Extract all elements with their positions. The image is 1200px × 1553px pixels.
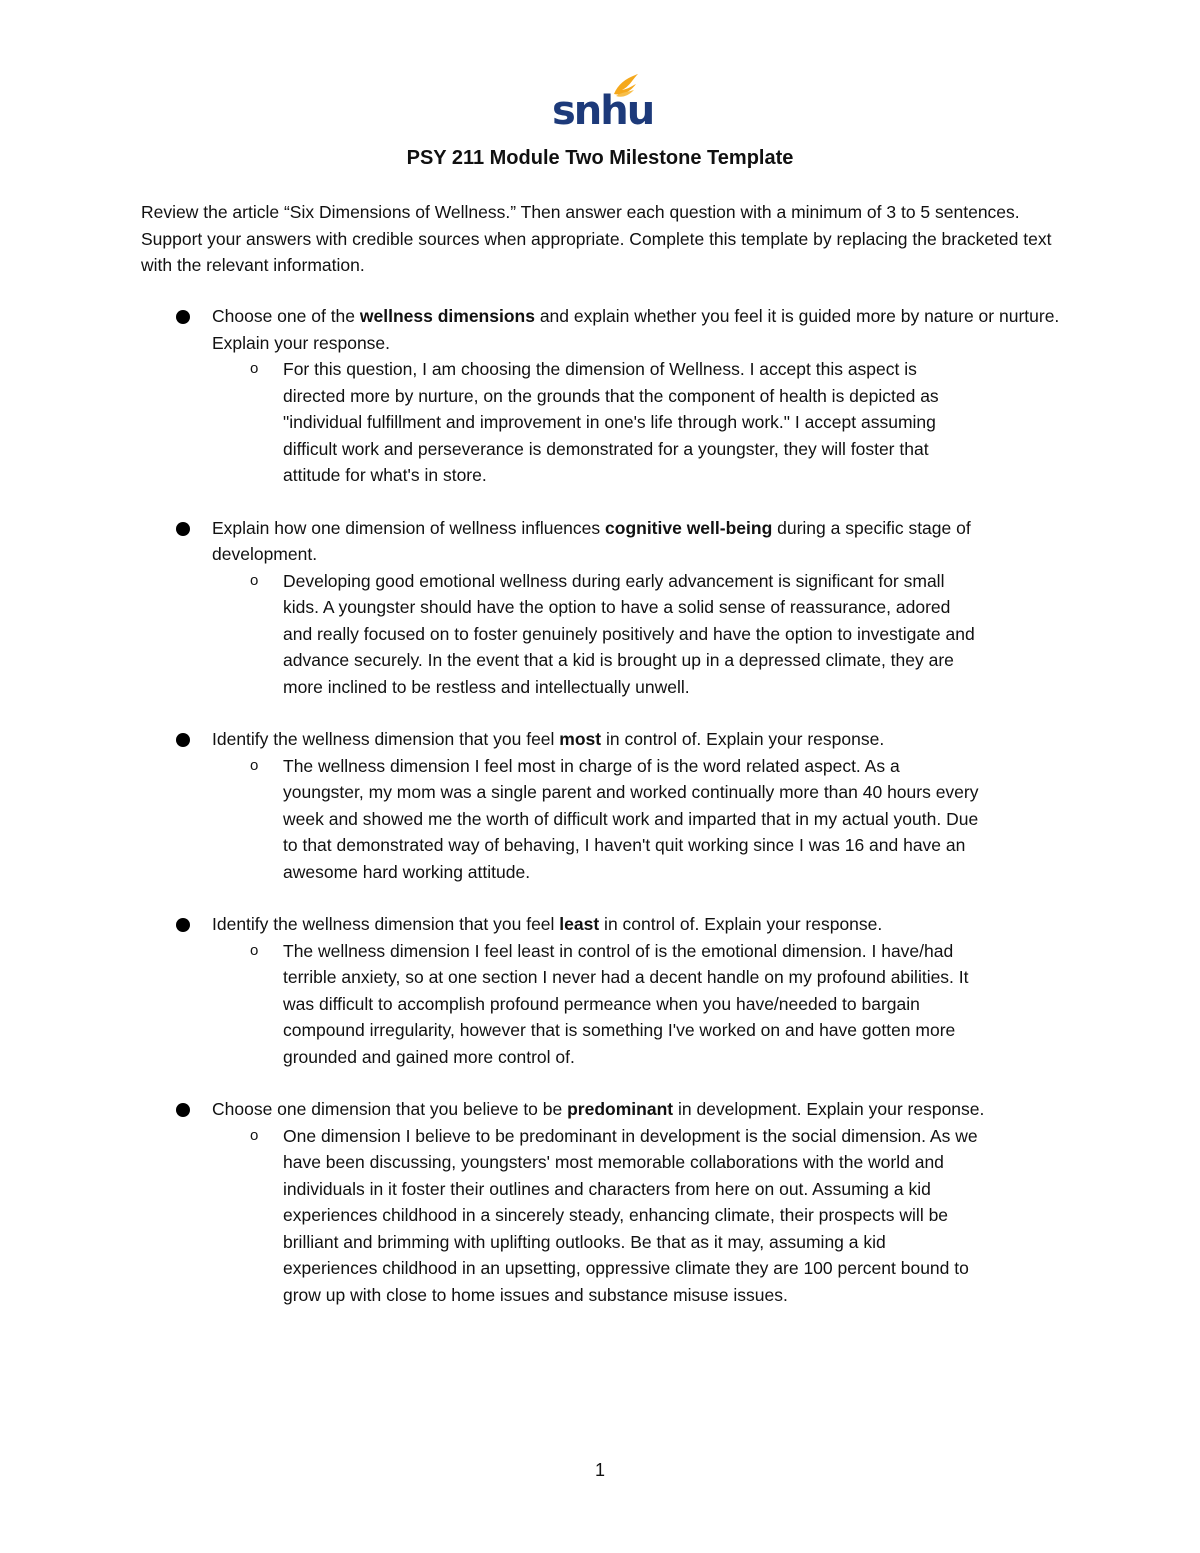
question-item (141, 303, 1066, 489)
bullet-icon (176, 310, 190, 324)
question-text: Choose one dimension that you believe to be predominant in development. Explain your response. (212, 1099, 985, 1119)
page-title: PSY 211 Module Two Milestone Template (406, 147, 794, 169)
answer-text: o The wellness dimension I feel least in control of is the emotional dimension. I have/had terrible anxiety, so at one section I never had a decent handle on my profound abilities. It was difficult to accomplish profound permeance when you have/needed to bargain compound irregularity, however that is something I've worked on and have gotten more grounded and gained more control of. (212, 938, 983, 1071)
question-item (141, 911, 1066, 1070)
answer-text: o One dimension I believe to be predominant in development is the social dimension. As we have been discussing, youngsters' most memorable collaborations with the world and individuals in it foster their outlines and characters from here on out. Assuming a kid experiences childhood in a sincerely steady, enhancing climate, their prospects will be brilliant and brimming with uplifting outlooks. Be that as it may, assuming a kid experiences childhood in an upsetting, oppressive climate they are 100 percent bound to grow up with close to home issues and substance misuse issues. (212, 1123, 983, 1309)
intro-paragraph: Review the article “Six Dimensions of Wellness.” Then answer each question with a minimum of 3 to 5 sentences. Support your answers with credible sources when appropriate. Complete this template by replacing the bracketed text with the relevant information. (141, 202, 1052, 275)
page-number: 1 (594, 1460, 605, 1480)
snhu-logo (552, 72, 654, 136)
sub-bullet-icon: o (250, 1126, 259, 1144)
sub-bullet-icon: o (250, 941, 259, 959)
question-item (141, 726, 1066, 885)
sub-bullet-icon: o (250, 756, 259, 774)
logo-wordmark: snhu (552, 88, 654, 134)
sub-bullet-icon: o (250, 360, 259, 377)
question-item (141, 1096, 1066, 1308)
sub-bullet-icon: o (250, 571, 259, 589)
bullet-icon (176, 522, 190, 536)
question-text: Identify the wellness dimension that you feel most in control of. Explain your response. (212, 729, 885, 749)
bullet-icon (176, 918, 190, 932)
answer-text: o The wellness dimension I feel most in charge of is the word related aspect. As a youngster, my mom was a single parent and worked continually more than 40 hours every week and showed me the worth of difficult work and imparted that in my actual youth. Due to that demonstrated way of behaving, I haven't quit working since I was 16 and have an awesome hard working attitude. (212, 753, 983, 886)
answer-text: o For this question, I am choosing the dimension of Wellness. I accept this aspect is directed more by nurture, on the grounds that the component of health is depicted as "individual fulfillment and improvement in one's life through work." I accept assuming difficult work and perseverance is demonstrated for a youngster, they will foster that attitude for what's in store. (212, 356, 983, 489)
bullet-icon (176, 733, 190, 747)
question-text: Identify the wellness dimension that you feel least in control of. Explain your response. (212, 914, 883, 934)
question-text: Explain how one dimension of wellness influences cognitive well-being during a specific stage of development. (212, 517, 971, 564)
question-list (141, 303, 1066, 1334)
question-text: Choose one of the wellness dimensions and explain whether you feel it is guided more by nature or nurture. Explain your response. (212, 306, 1060, 353)
question-item (141, 515, 1066, 701)
bullet-icon (176, 1103, 190, 1117)
answer-text: o Developing good emotional wellness during early advancement is significant for small kids. A youngster should have the option to have a solid sense of reassurance, adored and really focused on to foster genuinely positively and have the option to investigate and advance securely. In the event that a kid is brought up in a depressed climate, they are more inclined to be restless and intellectually unwell. (212, 568, 983, 701)
